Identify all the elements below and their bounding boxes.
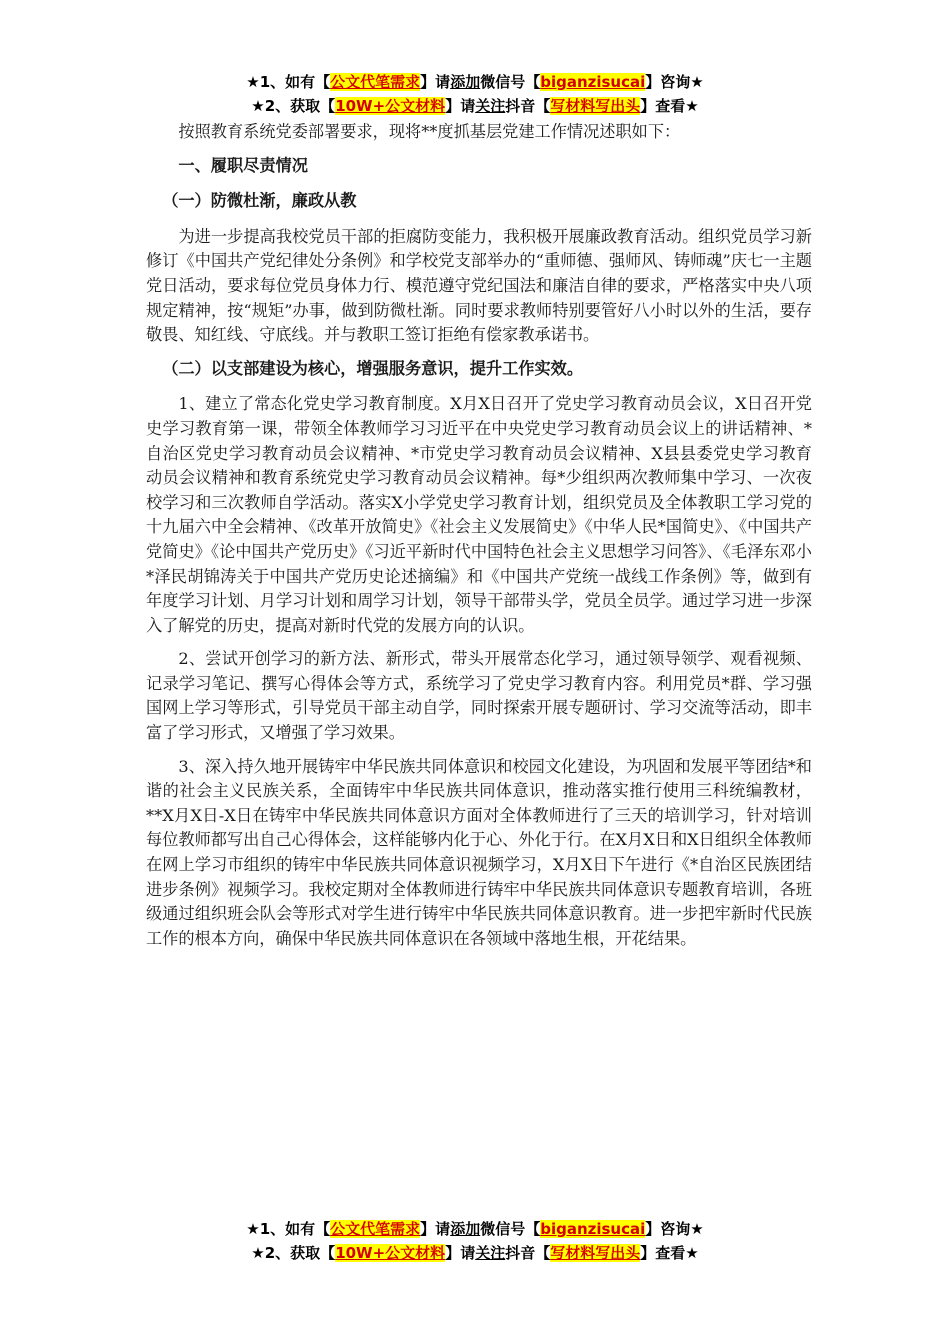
subsection-heading: （一）防微杜渐，廉政从教 xyxy=(162,191,357,211)
promo-text: ★1、如有【 xyxy=(246,1220,331,1238)
promo-text: 微信号【 xyxy=(480,1220,541,1238)
body-paragraph: 3、深入持久地开展铸牢中华民族共同体意识和校园文化建设，为巩固和发展平等团结*和谐的社会主义民族关系，全面铸牢中华民族共同体意识，推动落实推行使用三科统编教材，**X月X日-X日在铸牢中华民族共同体意识方面对全体教师进行了三天的培训学习，针对培训每位教师都写出自己心得体会，这样能够内化于心、外化于行。在X月X日和X日组织全体教师在网上学习市组织的铸牢中华民族共同体意识视频学习，X月X日下午进行《*自治区民族团结进步条例》视频学习。我校定期对全体教师进行铸牢中华民族共同体意识专题教育培训，各班级通过组织班会队会等形式对学生进行铸牢中华民族共同体意识教育。进一步把牢新时代民族工作的根本方向，确保中华民族共同体意识在各领域中落地生根，开花结果。 xyxy=(146,756,812,948)
subsection-heading: （二）以支部建设为核心，增强服务意识，提升工作实效。 xyxy=(162,358,584,378)
promo-highlight: 10W+公文材料 xyxy=(335,1244,446,1262)
promo-banner-top xyxy=(0,70,950,118)
promo-underline: 关注 xyxy=(475,97,506,115)
promo-highlight: 10W+公文材料 xyxy=(335,97,446,115)
document-body xyxy=(146,120,812,960)
promo-underline: 关注 xyxy=(475,1244,506,1262)
promo-text: 】查看★ xyxy=(640,97,699,115)
promo-line-1 xyxy=(0,1217,950,1241)
body-paragraph: 为进一步提高我校党员干部的拒腐防变能力，我积极开展廉政教育活动。组织党员学习新修订《中国共产党纪律处分条例》和学校党支部举办的“重师德、强师风、铸师魂”庆七一主题党日活动，要求每位党员身体力行、模范遵守党纪国法和廉洁自律的要求，严格落实中央八项规定精神，按“规矩”办事，做到防微杜渐。同时要求教师特别要管好八小时以外的生活，要存敬畏、知红线、守底线。并与教职工签订拒绝有偿家教承诺书。 xyxy=(146,226,812,345)
promo-text: 抖音【 xyxy=(505,1244,551,1262)
promo-line-1 xyxy=(0,70,950,94)
promo-text: 微信号【 xyxy=(480,73,541,91)
promo-text: ★2、获取【 xyxy=(251,97,336,115)
promo-text: 】请 xyxy=(420,1220,451,1238)
promo-line-2 xyxy=(0,1241,950,1265)
promo-text: 】请 xyxy=(445,97,476,115)
body-paragraph: 2、尝试开创学习的新方法、新形式，带头开展常态化学习，通过领导领学、观看视频、记录学习笔记、撰写心得体会等方式，系统学习了党史学习教育内容。利用党员*群、学习强国网上学习等形式，引导党员干部主动自学，同时探索开展专题研讨、学习交流等活动，即丰富了学习形式，又增强了学习效果。 xyxy=(146,649,812,743)
promo-line-2 xyxy=(0,94,950,118)
promo-text: 】咨询★ xyxy=(645,73,704,91)
promo-highlight-douyin: 写材料写出头 xyxy=(550,1244,641,1262)
body-paragraph: 1、建立了常态化党史学习教育制度。X月X日召开了党史学习教育动员会议，X日召开党史学习教育第一课，带领全体教师学习习近平在中央党史学习教育动员会议上的讲话精神、*自治区党史学习教育动员会议精神、*市党史学习教育动员会议精神、X县县委党史学习教育动员会议精神和教育系统党史学习教育动员会议精神。每*少组织两次教师集中学习、一次夜校学习和三次教师自学活动。落实X小学党史学习教育计划，组织党员及全体教职工学习党的十九届六中全会精神、《改革开放简史》《社会主义发展简史》《中华人民*国简史》、《中国共产党简史》《论中国共产党历史》《习近平新时代中国特色社会主义思想学习问答》、《毛泽东邓小*泽民胡锦涛关于中国共产党历史论述摘编》和《中国共产党统一战线工作条例》等，做到有年度学习计划、月学习计划和周学习计划，领导干部带头学，党员全员学。通过学习进一步深入了解党的历史，提高对新时代党的发展方向的认识。 xyxy=(146,394,812,635)
promo-text: 抖音【 xyxy=(505,97,551,115)
section-heading: 一、履职尽责情况 xyxy=(178,155,308,175)
promo-highlight-wechat: biganzisucai xyxy=(540,1220,646,1238)
intro-paragraph: 按照教育系统党委部署要求，现将**度抓基层党建工作情况述职如下： xyxy=(178,122,681,141)
promo-underline: 添加 xyxy=(450,73,481,91)
promo-banner-bottom xyxy=(0,1217,950,1265)
promo-highlight: 公文代笔需求 xyxy=(330,1220,421,1238)
promo-text: 】咨询★ xyxy=(645,1220,704,1238)
promo-text: 】请 xyxy=(420,73,451,91)
promo-text: 】查看★ xyxy=(640,1244,699,1262)
promo-highlight-wechat: biganzisucai xyxy=(540,73,646,91)
promo-highlight-douyin: 写材料写出头 xyxy=(550,97,641,115)
promo-text: ★2、获取【 xyxy=(251,1244,336,1262)
promo-text: ★1、如有【 xyxy=(246,73,331,91)
promo-highlight: 公文代笔需求 xyxy=(330,73,421,91)
promo-text: 】请 xyxy=(445,1244,476,1262)
promo-underline: 添加 xyxy=(450,1220,481,1238)
